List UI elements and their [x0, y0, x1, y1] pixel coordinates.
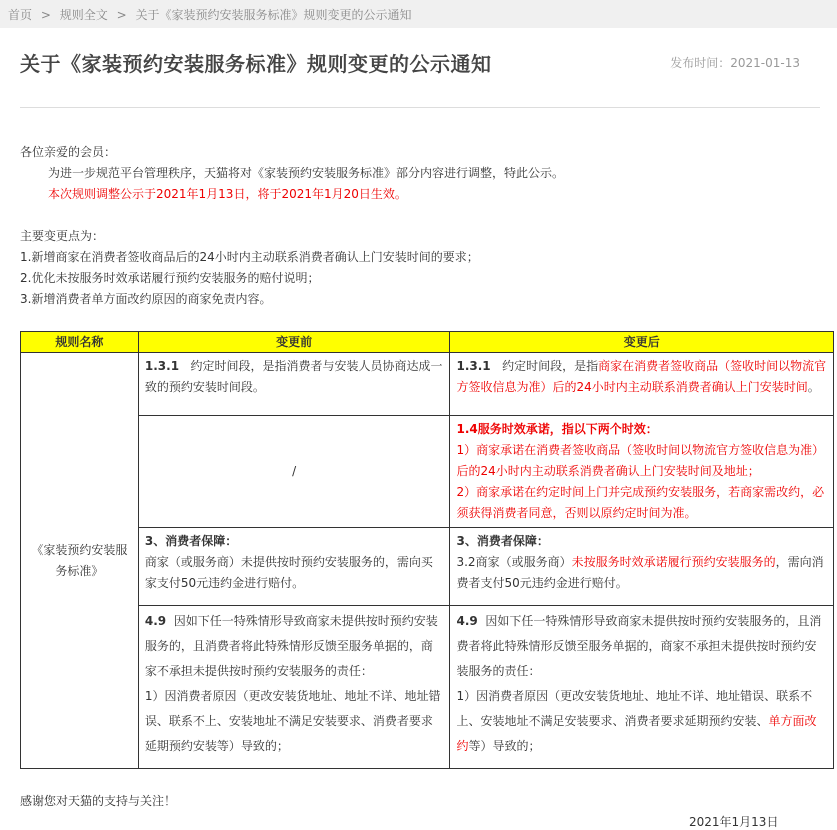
table-row	[21, 353, 834, 416]
breadcrumb	[8, 6, 411, 23]
breadcrumb-separator: >	[116, 8, 127, 22]
rule-name: 《家装预约安装服务标准》	[31, 542, 128, 578]
clause-text: 约定时间段，是指	[502, 359, 599, 373]
breadcrumb-all-rules-link[interactable]: 规则全文	[59, 8, 108, 22]
clause-text: 因如下任一特殊情形导致商家未提供按时预约安装服务的，且消费者将此特殊情形反馈至服务单据的，商家不承担未提供按时预约安装服务的责任：	[456, 614, 822, 678]
clause-number: 4.9	[144, 614, 167, 628]
clause-text: ，需向消费者支付50元违约金进行赔付。	[456, 555, 824, 590]
clause-text: 因如下任一特殊情形导致商家未提供按时预约安装服务的，且消费者将此特殊情形反馈至服务单据的，商家不承担未提供按时预约安装服务的责任：	[144, 614, 438, 678]
breadcrumb-home-link[interactable]: 首页	[8, 8, 33, 22]
header-after: 变更后	[450, 332, 834, 353]
clause-text: 约定时间段，是指消费者与安装人员协商达成一致的预约安装时间段。	[144, 359, 443, 394]
effective-notice: 本次规则调整公示于2021年1月13日，将于2021年1月20日生效。	[48, 187, 407, 201]
clause-number: 1.3.1	[456, 359, 491, 373]
table-row	[21, 606, 834, 769]
clause-text-changed: 1.4服务时效承诺，指以下两个时效：	[456, 422, 658, 436]
header-rule-name: 规则名称	[21, 332, 139, 353]
table-row	[21, 528, 834, 606]
rules-comparison-table	[20, 331, 834, 769]
clause-text-changed: 2）商家承诺在约定时间上门并完成预约安装服务，若商家需改约，必须获得消费者同意，否则以原约定时间为准。	[456, 485, 825, 520]
clause-text-changed: 未按服务时效承诺履行预约安装服务的	[571, 555, 776, 569]
clause-number: 4.9	[456, 614, 478, 628]
clause-text: 。	[807, 380, 820, 394]
before-cell	[138, 353, 450, 416]
breadcrumb-bar	[0, 0, 837, 28]
signature-date: 2021年1月13日	[689, 815, 779, 829]
breadcrumb-separator: >	[40, 8, 51, 22]
clause-text: 商家（或服务商）未提供按时预约安装服务的，需向买家支付50元违约金进行赔付。	[144, 555, 433, 590]
before-cell	[138, 528, 450, 606]
clause-text-changed: 单方面改约	[456, 714, 817, 753]
clause-item: 等）导致的；	[468, 739, 541, 753]
change-item: 1.新增商家在消费者签收商品后的24小时内主动联系消费者确认上门安装时间的要求；	[20, 250, 479, 264]
before-cell	[138, 606, 450, 769]
changes-title: 主要变更点为：	[20, 229, 105, 243]
clause-text-changed: 1）商家承诺在消费者签收商品（签收时间以物流官方签收信息为准）后的24小时内主动联系消费者确认上门安装时间及地址；	[456, 443, 825, 478]
thanks-note: 感谢您对天猫的支持与关注！	[20, 794, 177, 808]
greeting: 各位亲爱的会员：	[20, 145, 117, 159]
after-cell	[450, 416, 834, 528]
table-header-row	[21, 332, 834, 353]
after-cell	[450, 606, 834, 769]
publish-date: 发布时间：2021-01-13	[670, 56, 800, 70]
change-item: 2.优化未按服务时效承诺履行预约安装服务的赔付说明；	[20, 271, 320, 285]
table-row	[21, 416, 834, 528]
header-before: 变更前	[138, 332, 450, 353]
after-cell	[450, 528, 834, 606]
clause-item: 1）因消费者原因（更改安装货地址、地址不详、地址错误、联系不上、安装地址不满足安装要求、消费者要求延期预约安装等）导致的；	[144, 689, 441, 753]
page-title: 关于《家装预约安装服务标准》规则变更的公示通知	[20, 52, 492, 76]
rule-name-cell	[21, 353, 139, 769]
after-cell	[450, 353, 834, 416]
divider	[20, 107, 820, 108]
breadcrumb-current: 关于《家装预约安装服务标准》规则变更的公示通知	[135, 8, 412, 22]
clause-text: 3.2商家（或服务商）	[456, 555, 572, 569]
intro-paragraph: 为进一步规范平台管理秩序，天猫将对《家装预约安装服务标准》部分内容进行调整，特此公示。	[48, 166, 565, 180]
before-cell-empty: /	[138, 416, 450, 528]
clause-text-changed: 商家在消费者签收商品（签收时间以物流官方签收信息为准）后的24小时内主动联系消费者确认上门安装时间	[456, 359, 827, 394]
clause-number: 1.3.1	[144, 359, 180, 373]
clause-item: 1）因消费者原因（更改安装货地址、地址不详、地址错误、联系不上、安装地址不满足安装要求、消费者要求延期预约安装、	[456, 689, 813, 728]
clause-heading: 3、消费者保障：	[456, 534, 549, 548]
change-item: 3.新增消费者单方面改约原因的商家免责内容。	[20, 292, 272, 306]
clause-heading: 3、消费者保障：	[144, 534, 238, 548]
